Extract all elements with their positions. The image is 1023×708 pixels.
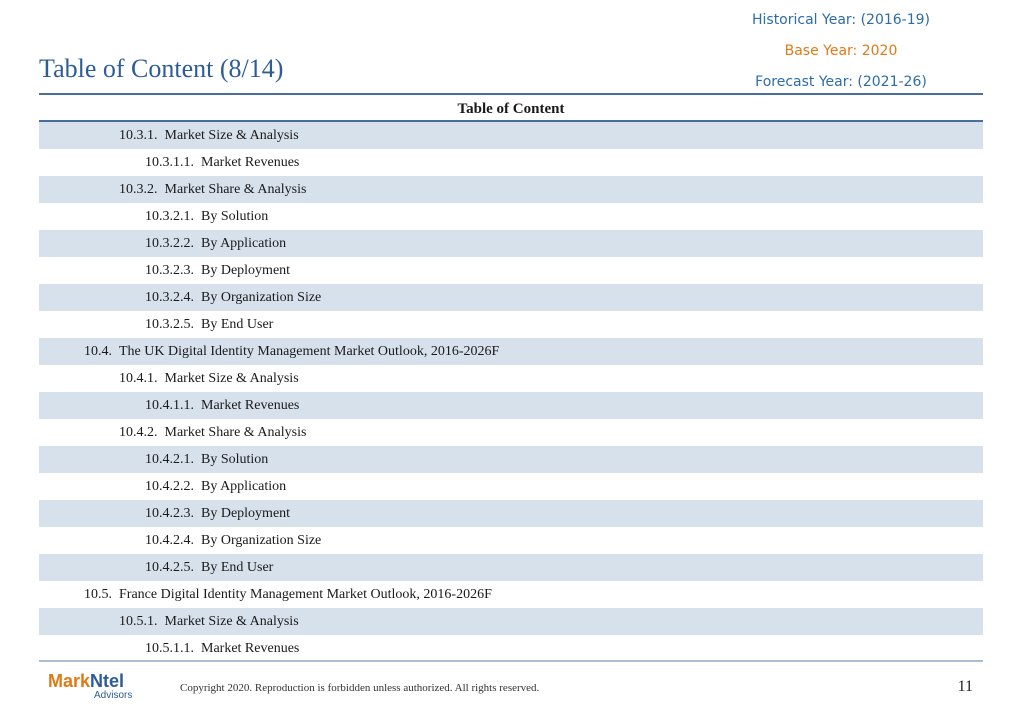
toc-row-label: The UK Digital Identity Management Market Outlook, 2016-2026F (119, 344, 500, 359)
toc-row-number: 10.4.2.3. (145, 506, 194, 521)
toc-row (39, 581, 983, 608)
base-year: Base Year: 2020 (784, 43, 898, 59)
toc-row-label: By End User (201, 560, 274, 575)
toc-row (39, 284, 983, 311)
toc-row-label: By End User (201, 317, 274, 332)
toc-row-label: Market Revenues (201, 398, 300, 413)
toc-row-label: By Solution (201, 209, 269, 224)
header-rule (39, 93, 983, 95)
toc-row-label: Market Revenues (201, 641, 300, 656)
toc-row-label: Market Share & Analysis (164, 182, 307, 197)
toc-row-label: Market Size & Analysis (164, 614, 299, 629)
toc-row-label: By Organization Size (201, 290, 322, 305)
study-years (746, 8, 936, 101)
markntel-logo: MarkNtel Advisors (48, 671, 133, 701)
toc-row (39, 473, 983, 500)
toc-row-number: 10.3.2. (119, 182, 158, 197)
toc-row (39, 527, 983, 554)
toc-row (39, 149, 983, 176)
toc-row-number: 10.4.2.5. (145, 560, 194, 575)
toc-row (39, 338, 983, 365)
page-number: 11 (957, 678, 973, 695)
toc-row-label: Market Size & Analysis (164, 128, 299, 143)
toc-row (39, 500, 983, 527)
toc-row (39, 392, 983, 419)
toc-row-number: 10.4.2. (119, 425, 158, 440)
toc-row-number: 10.3.2.2. (145, 236, 194, 251)
toc-row-label: By Deployment (201, 263, 291, 278)
toc-row (39, 419, 983, 446)
toc-row (39, 257, 983, 284)
toc-list (39, 122, 983, 662)
copyright-notice: Copyright 2020. Reproduction is forbidden unless authorized. All rights reserved. (180, 682, 540, 694)
toc-row (39, 176, 983, 203)
toc-row-label: By Application (201, 479, 287, 494)
toc-row (39, 203, 983, 230)
toc-row-label: Market Size & Analysis (164, 371, 299, 386)
toc-row-number: 10.4.1. (119, 371, 158, 386)
toc-row-number: 10.4.2.2. (145, 479, 194, 494)
toc-row (39, 608, 983, 635)
toc-row-label: By Application (201, 236, 287, 251)
forecast-year: Forecast Year: (2021-26) (755, 74, 927, 90)
toc-row-label: By Organization Size (201, 533, 322, 548)
toc-row-label: Market Share & Analysis (164, 425, 307, 440)
toc-row-number: 10.3.1.1. (145, 155, 194, 170)
toc-row-label: By Solution (201, 452, 269, 467)
toc-row (39, 230, 983, 257)
toc-row-number: 10.4.1.1. (145, 398, 194, 413)
toc-row (39, 311, 983, 338)
toc-row-number: 10.5. (84, 587, 112, 602)
page-title: Table of Content (8/14) (39, 54, 284, 83)
historical-year: Historical Year: (2016-19) (751, 12, 930, 28)
toc-row-number: 10.3.2.3. (145, 263, 194, 278)
toc-row (39, 635, 983, 662)
toc-row (39, 446, 983, 473)
table-header: Table of Content (457, 101, 565, 117)
toc-row (39, 365, 983, 392)
toc-row-number: 10.4.2.4. (145, 533, 194, 548)
footer-rule (39, 660, 983, 662)
toc-row-number: 10.4. (84, 344, 112, 359)
toc-row (39, 554, 983, 581)
toc-row (39, 122, 983, 149)
toc-row-label: France Digital Identity Management Market Outlook, 2016-2026F (119, 587, 492, 602)
toc-row-number: 10.3.2.5. (145, 317, 194, 332)
toc-row-number: 10.3.1. (119, 128, 158, 143)
toc-row-number: 10.3.2.1. (145, 209, 194, 224)
toc-row-number: 10.5.1.1. (145, 641, 194, 656)
toc-row-number: 10.5.1. (119, 614, 158, 629)
toc-row-label: Market Revenues (201, 155, 300, 170)
toc-row-label: By Deployment (201, 506, 291, 521)
toc-row-number: 10.3.2.4. (145, 290, 194, 305)
toc-row-number: 10.4.2.1. (145, 452, 194, 467)
